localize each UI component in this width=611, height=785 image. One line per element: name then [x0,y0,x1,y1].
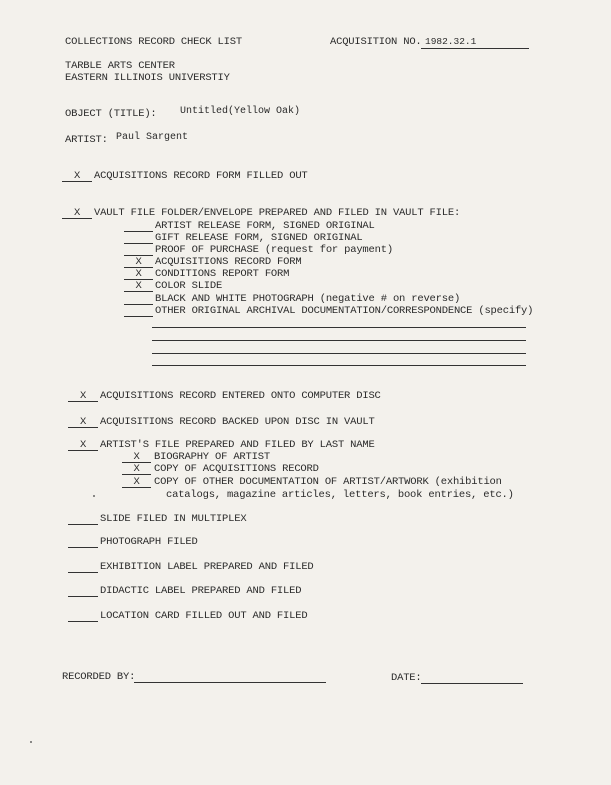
form-title: COLLECTIONS RECORD CHECK LIST [65,36,242,48]
date-line [421,683,523,684]
check-blank [68,585,98,597]
check-blank [68,513,98,525]
sub-item-label: BIOGRAPHY OF ARTIST [154,451,270,463]
check-item-label: PHOTOGRAPH FILED [100,536,198,548]
check-blank [68,561,98,573]
check-item-label: EXHIBITION LABEL PREPARED AND FILED [100,561,314,573]
sub-check-blank: X [122,463,151,475]
sub-check-blank [124,305,153,317]
sub-item-label: GIFT RELEASE FORM, SIGNED ORIGINAL [155,232,363,244]
check-blank: X [68,416,98,428]
org-name: TARBLE ARTS CENTER [65,60,175,72]
object-label: OBJECT (TITLE): [65,108,157,120]
sub-check-blank [124,244,153,256]
sub-check-blank [124,220,153,232]
specify-line [152,340,526,341]
check-item-label: ACQUISITIONS RECORD ENTERED ONTO COMPUTER DISC [100,390,381,402]
sub-item-label: BLACK AND WHITE PHOTOGRAPH (negative # on reverse) [155,293,461,305]
acquisition-number: 1982.32.1 [425,36,477,47]
sub-check-blank: X [124,268,153,280]
sub-check-blank: X [122,476,151,488]
sub-check-blank: X [122,451,151,463]
sub-check-blank: X [124,280,153,292]
check-blank [68,610,98,622]
specify-line [152,353,526,354]
sub-check-blank: X [124,256,153,268]
specify-line [152,365,526,366]
check-item-label: ARTIST'S FILE PREPARED AND FILED BY LAST NAME [100,439,375,451]
check-blank: X [62,207,92,219]
sub-item-label: PROOF OF PURCHASE (request for payment) [155,244,393,256]
check-blank: X [68,439,98,451]
check-blank [68,536,98,548]
check-item-label: SLIDE FILED IN MULTIPLEX [100,513,247,525]
acquisition-number-blank [421,38,529,49]
check-item-label: VAULT FILE FOLDER/ENVELOPE PREPARED AND FILED IN VAULT FILE: [94,207,461,219]
check-blank: X [68,390,98,402]
sub-item-continuation: catalogs, magazine articles, letters, book entries, etc.) [166,489,514,501]
sub-item-label: ARTIST RELEASE FORM, SIGNED ORIGINAL [155,220,375,232]
recorded-by-line [134,682,326,683]
artist-value: Paul Sargent [116,132,189,143]
artist-label: ARTIST: [65,134,108,146]
sub-item-label: COPY OF ACQUISITIONS RECORD [154,463,319,475]
sub-item-label: CONDITIONS REPORT FORM [155,268,290,280]
check-item-label: LOCATION CARD FILLED OUT AND FILED [100,610,308,622]
org-university: EASTERN ILLINOIS UNIVERSTIY [65,72,230,84]
specify-line [152,327,526,328]
paper-speck [30,741,32,743]
sub-item-label: ACQUISITIONS RECORD FORM [155,256,302,268]
sub-item-label: COLOR SLIDE [155,280,223,292]
paper-speck [93,495,95,497]
check-item-label: DIDACTIC LABEL PREPARED AND FILED [100,585,302,597]
date-label: DATE: [391,672,422,684]
sub-check-blank [124,293,153,305]
check-blank: X [62,170,92,182]
check-item-label: ACQUISITIONS RECORD FORM FILLED OUT [94,170,308,182]
sub-check-blank [124,232,153,244]
acquisition-label: ACQUISITION NO. [330,36,422,48]
sub-item-label: OTHER ORIGINAL ARCHIVAL DOCUMENTATION/CORRESPONDENCE (specify) [155,305,534,317]
check-item-label: ACQUISITIONS RECORD BACKED UPON DISC IN VAULT [100,416,375,428]
object-title-value: Untitled(Yellow Oak) [180,106,301,117]
recorded-by-label: RECORDED BY: [62,671,136,683]
sub-item-label: COPY OF OTHER DOCUMENTATION OF ARTIST/ARTWORK (exhibition [154,476,502,488]
